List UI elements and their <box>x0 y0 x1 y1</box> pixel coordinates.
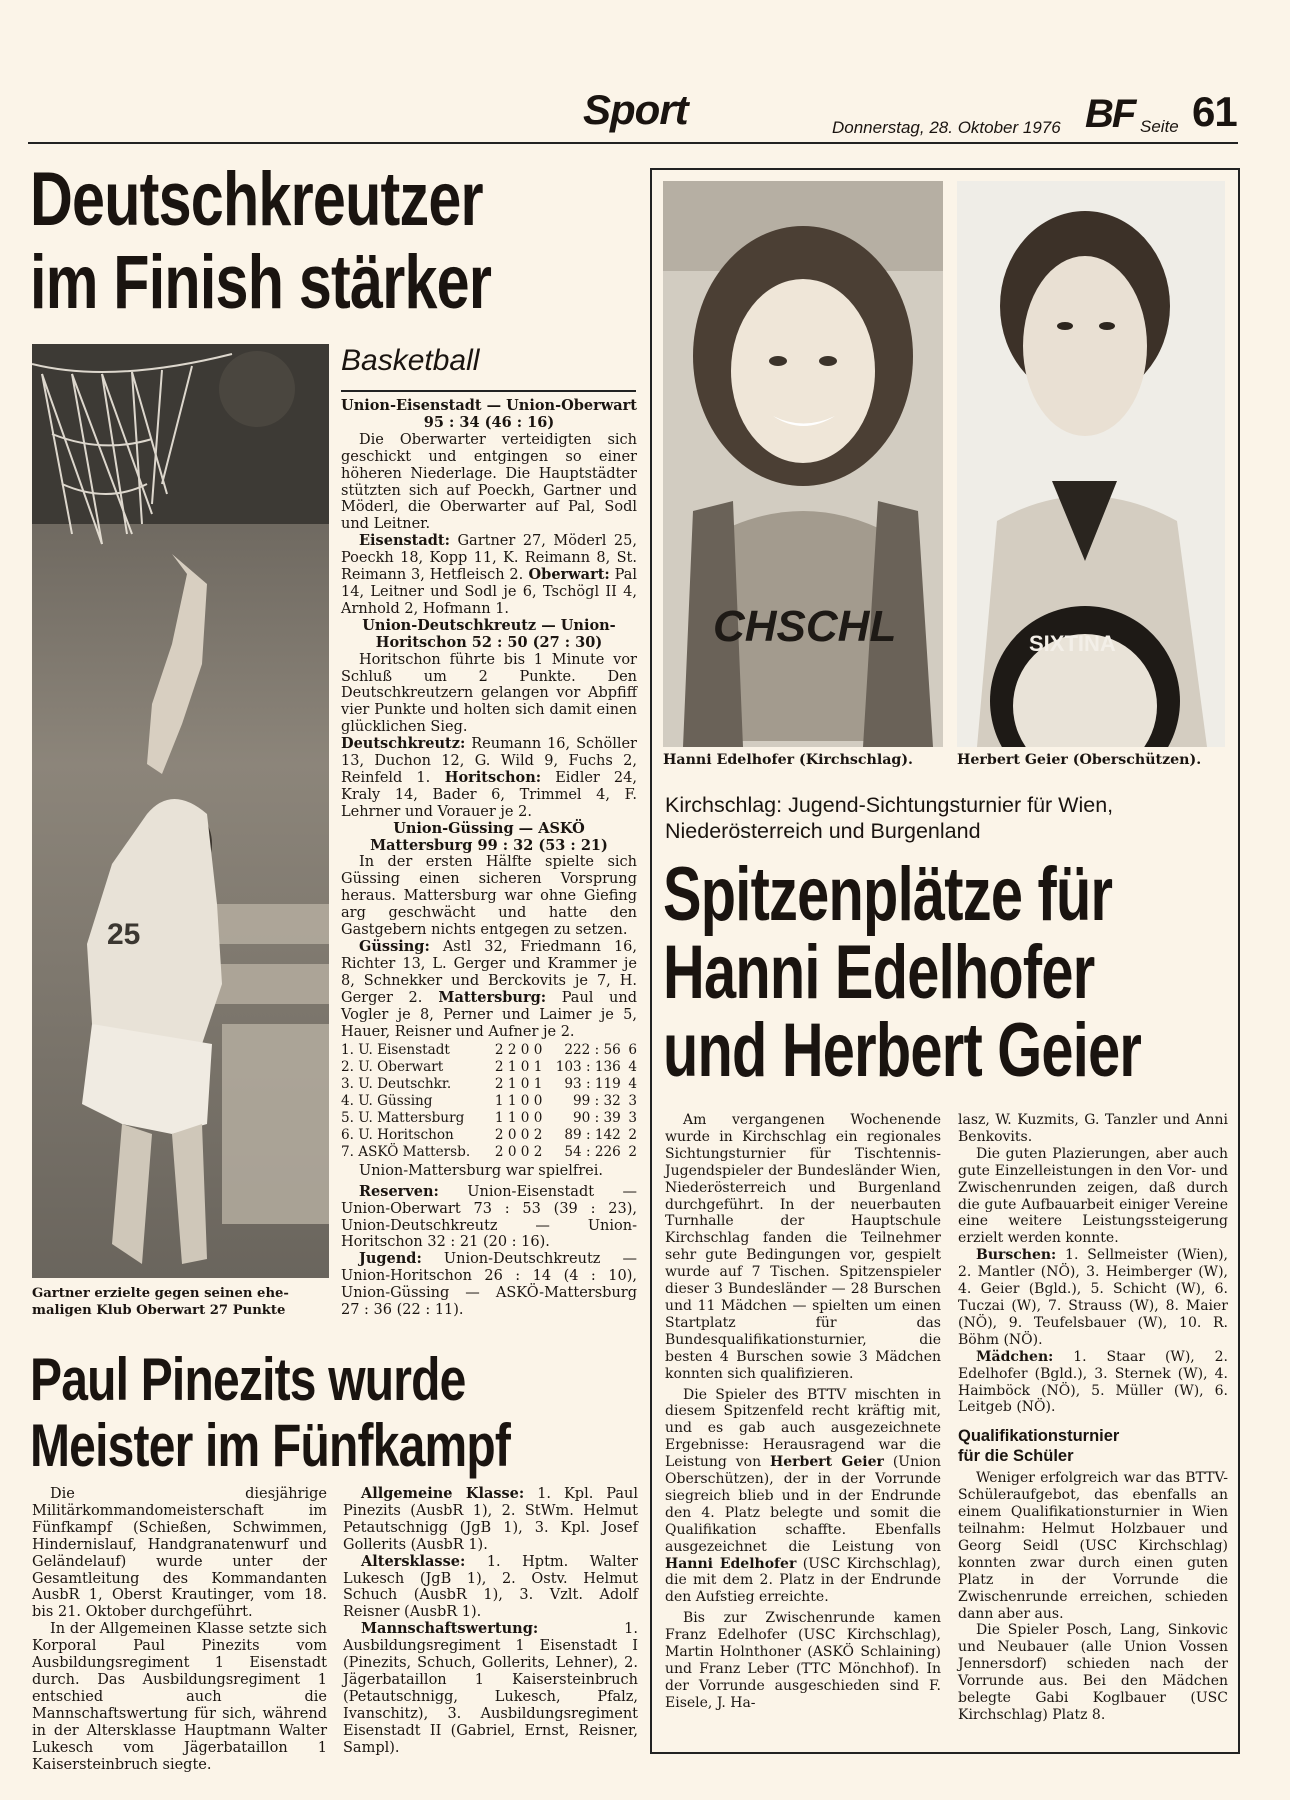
basketball-player-image <box>32 344 329 1278</box>
page-label: Seite <box>1140 117 1179 136</box>
basketball-body: Union-Eisenstadt — Union-Oberwart 95 : 34 (46 : 16) Die Oberwarter verteidigten sich geschickt und entgingen so einer höheren Niederlage. Die Hauptstädter stützten sich auf Poeckh, Gartner und Möderl, die Oberwarter auf Pal, Sodl und Leitner. Eisenstadt: Gartner 27, Möderl 25, Poeckh 18, Kopp 11, K. Reimann 8, St. Reimann 3, Hetfleisch 2. Oberwart: Pal 14, Leitner und Sodl je 6, Tschögl II 4, Arnhold 2, Hofmann 1. Union-Deutschkreutz — Union-Horitschon 52 : 50 (27 : 30) Horitschon führte bis 1 Minute vor Schluß um 2 Punkte. Den Deutschkreutzern gelangen vor Abpfiff vier Punkte und holten sich damit einen glücklichen Sieg. Deutschkreutz: Reumann 16, Schöller 13, Duchon 12, G. Wild 9, Fuchs 2, Reinfeld 1. Horitschon: Eidler 24, Kraly 14, Bader 6, Trimmel 4, F. Lehrner und Vorauer je 2. Union-Güssing — ASKÖ Mattersburg 99 : 32 (53 : 21) In der ersten Hälfte spielte sich Güssing einen sicheren Vorsprung heraus. Mattersburg war ohne Giefing arg geschwächt und hatte den Gastgebern nichts entgegen zu setzen. Güssing: Astl 32, Friedmann 16, Richter 13, L. Gerger und Krammer je 8, Schnekker und Berckovits je 7, H. Gerger 2. Mattersburg: Paul und Vogler je 8, Perner und Laimer je 5, Hauer, Reisner und Aufner je 2. 1. U. Eisenstadt 2 2 0 0 222 : 56 6 2. U. Oberwart 2 1 0 1 103 : 136 4 3. U. Deutschkr. 2 1 0 1 93 : 119 4 4. U. Güssing 1 1 0 0 99 : 32 3 5. U. Mattersburg 1 1 0 0 90 : 39 3 6. U. Horitschon 2 0 0 2 89 : 142 2 7. ASKÖ Mattersb. 2 0 0 2 54 : 226 2 Union-Mattersburg war spielfrei. Reserven: Union-Eisenstadt — Union-Oberwart 73 : 53 (39 : 23), Union-Deutschkreutz — Union-Horitschon 32 : 21 (20 : 16). Jugend: Union-Deutschkreutz — Union-Horitschon 26 : 14 (4 : 10), Union-Güssing — ASKÖ-Mattersburg 27 : 36 (22 : 11). <box>341 397 637 1319</box>
page-number: 61 <box>1192 88 1237 135</box>
section-title: Sport <box>583 86 688 133</box>
fuenfkampf-headline-line1: Paul Pinezits wurde <box>30 1346 466 1413</box>
tischtennis-subheading: Qualifikationsturnier für die Schüler <box>958 1427 1120 1466</box>
tischtennis-headline-line1: Spitzenplätze für <box>663 852 1113 937</box>
photo-hanni-edelhofer <box>663 181 943 747</box>
shirt-lettering: CHSCHL <box>713 602 897 651</box>
caption-hanni: Hanni Edelhofer (Kirchschlag). <box>663 752 913 768</box>
tischtennis-headline-line3: und Herbert Geier <box>663 1008 1142 1093</box>
header-rule <box>28 142 1238 144</box>
standings-table <box>341 1042 637 1160</box>
jersey-number: 25 <box>107 918 141 951</box>
table-row: 4. U. Güssing 1 1 0 0 99 : 32 3 <box>341 1093 637 1110</box>
fuenfkampf-col1: Die diesjährige Militärkommandomeisterschaft im Fünfkampf (Schießen, Schwimmen, Hindernislauf, Handgranatenwurf und Geländelauf) wurde unter der Gesamtleitung des Kommandanten AusbR 1, Oberst Krautinger, vom 18. bis 21. Oktober durchgeführt. In der Allgemeinen Klasse setzte sich Korporal Paul Pinezits vom Ausbildungsregiment 1 Eisenstadt durch. Das Ausbildungsregiment 1 entschied auch die Mannschaftswertung für sich, während in der Altersklasse Hauptmann Walter Lukesch vom Jägerbataillon 1 Kaisersteinbruch siegte. <box>32 1486 327 1773</box>
fuenfkampf-headline-line2: Meister im Fünfkampf <box>30 1412 511 1479</box>
issue-date: Donnerstag, 28. Oktober 1976 <box>832 118 1061 137</box>
basketball-headline-line2: im Finish stärker <box>30 240 492 325</box>
table-row: 2. U. Oberwart 2 1 0 1 103 : 136 4 <box>341 1059 637 1076</box>
tischtennis-col2: lasz, W. Kuzmits, G. Tanzler und Anni Benkovits. Die guten Plazierungen, aber auch gute Einzelleistungen in den Vor- und Zwischenrunden zeigen, daß durch die gute Aufbauarbeit einiger Vereine eine weitere Leistungssteigerung erzielt werden konnte. Burschen: 1. Sellmeister (Wien), 2. Mantler (NÖ), 3. Heimberger (W), 4. Geier (Bgld.), 5. Schicht (W), 6. Tuczai (W), 7. Strauss (W), 8. Maier (NÖ), 9. Teufelsbauer (W), 10. R. Böhm (NÖ). Mädchen: 1. Staar (W), 2. Edelhofer (Bgld.), 3. Sternek (W), 4. Haimböck (NÖ), 5. Müller (W), 6. Leitgeb (NÖ). Qualifikationsturnier für die Schüler Weniger erfolgreich war das BTTV-Schüleraufgebot, das ebenfalls an einem Qualifikationsturnier in Wien teilnahm: Helmut Holzbauer und Georg Seidl (USC Kirchschlag) konnten zwar durch einen guten Platz in der Vorrunde die Zwischenrunde erreichen, schieden dann aber aus. Die Spieler Posch, Lang, Sinkovic und Neubauer (alle Union Vossen Jennersdorf) schieden nach der Vorrunde aus. Bei den Mädchen belegte Gabi Koglbauer (USC Kirchschlag) Platz 8. <box>958 1112 1228 1723</box>
tischtennis-col1: Am vergangenen Wochenende wurde in Kirchschlag ein regionales Sichtungsturnier für Tischtennis-Jugendspieler der Bundesländer Wien, Niederösterreich und Burgenland durchgeführt. In der neuerbauten Turnhalle der Hauptschule Kirchschlag fanden die Teilnehmer sehr gute Bedingungen vor, gespielt wurde auf 7 Tischen. Spitzenspieler dieser 3 Bundesländer — 28 Burschen und 11 Mädchen — spielten um einen Startplatz für das Bundesqualifikationsturnier, die besten 4 Burschen sowie 3 Mädchen konnten sich qualifizieren. Die Spieler des BTTV mischten in diesem Spitzenfeld recht kräftig mit, und es gab auch ausgezeichnete Ergebnisse: Herausragend war die Leistung von Herbert Geier (Union Oberschützen), der in der Vorrunde siegreich blieb und in der Endrunde den 4. Platz belegte und somit die Qualifikation schaffte. Ebenfalls ausgezeichnet die Leistung von Hanni Edelhofer (USC Kirchschlag), die mit dem 2. Platz in der Endrunde den Aufstieg erreichte. Bis zur Zwischenrunde kamen Franz Edelhofer (USC Kirchschlag), Martin Holnthoner (ASKÖ Schlaining) und Franz Leber (TTC Mönchhof). In der Vorrunde ausgeschieden sind F. Eisele, J. Ha- <box>665 1112 942 1711</box>
basketball-rubric: Basketball <box>341 344 480 377</box>
basketball-headline-line1: Deutschkreutzer <box>30 157 483 242</box>
table-row: 1. U. Eisenstadt 2 2 0 0 222 : 56 6 <box>341 1042 637 1059</box>
basketball-photo <box>32 344 329 1278</box>
table-row: 7. ASKÖ Mattersb. 2 0 0 2 54 : 226 2 <box>341 1143 637 1160</box>
basketball-photo-caption: Gartner erzielte gegen seinen ehe- maligen Klub Oberwart 27 Punkte <box>32 1286 289 1318</box>
table-row: 3. U. Deutschkr. 2 1 0 1 93 : 119 4 <box>341 1076 637 1093</box>
masthead-logo: BF <box>1085 92 1135 136</box>
rubric-rule <box>341 390 636 392</box>
hanni-portrait-image <box>663 181 943 747</box>
caption-herbert: Herbert Geier (Oberschützen). <box>957 752 1202 768</box>
fuenfkampf-col2: Allgemeine Klasse: 1. Kpl. Paul Pinezits (AusbR 1), 2. StWm. Helmut Petautschnigg (JgB 1), 3. Kpl. Josef Gollerits (AusbR 1). Altersklasse: 1. Hptm. Walter Lukesch (JgB 1), 2. Ostv. Helmut Schuch (AusbR 1), 3. Vzlt. Adolf Reisner (AusbR 1). Mannschaftswertung: 1. Ausbildungsregiment 1 Eisenstadt I (Pinezits, Schuch, Gollerits, Lehner), 2. Jägerbataillon 1 Kaisersteinbruch (Petautschnigg, Lukesch, Pfalz, Ivanschitz), 3. Ausbildungsregiment Eisenstadt II (Gabriel, Ernst, Reisner, Sampl). <box>343 1485 638 1756</box>
tischtennis-headline-line2: Hanni Edelhofer <box>663 930 1095 1015</box>
shirt-logo-text: SIXTINA <box>1029 631 1116 656</box>
table-row: 6. U. Horitschon 2 0 0 2 89 : 142 2 <box>341 1126 637 1143</box>
tischtennis-kicker: Kirchschlag: Jugend-Sichtungsturnier für Wien, Niederösterreich und Burgenland <box>665 793 1114 843</box>
photo-herbert-geier <box>957 181 1225 747</box>
herbert-portrait-image <box>957 181 1225 747</box>
table-row: 5. U. Mattersburg 1 1 0 0 90 : 39 3 <box>341 1110 637 1127</box>
